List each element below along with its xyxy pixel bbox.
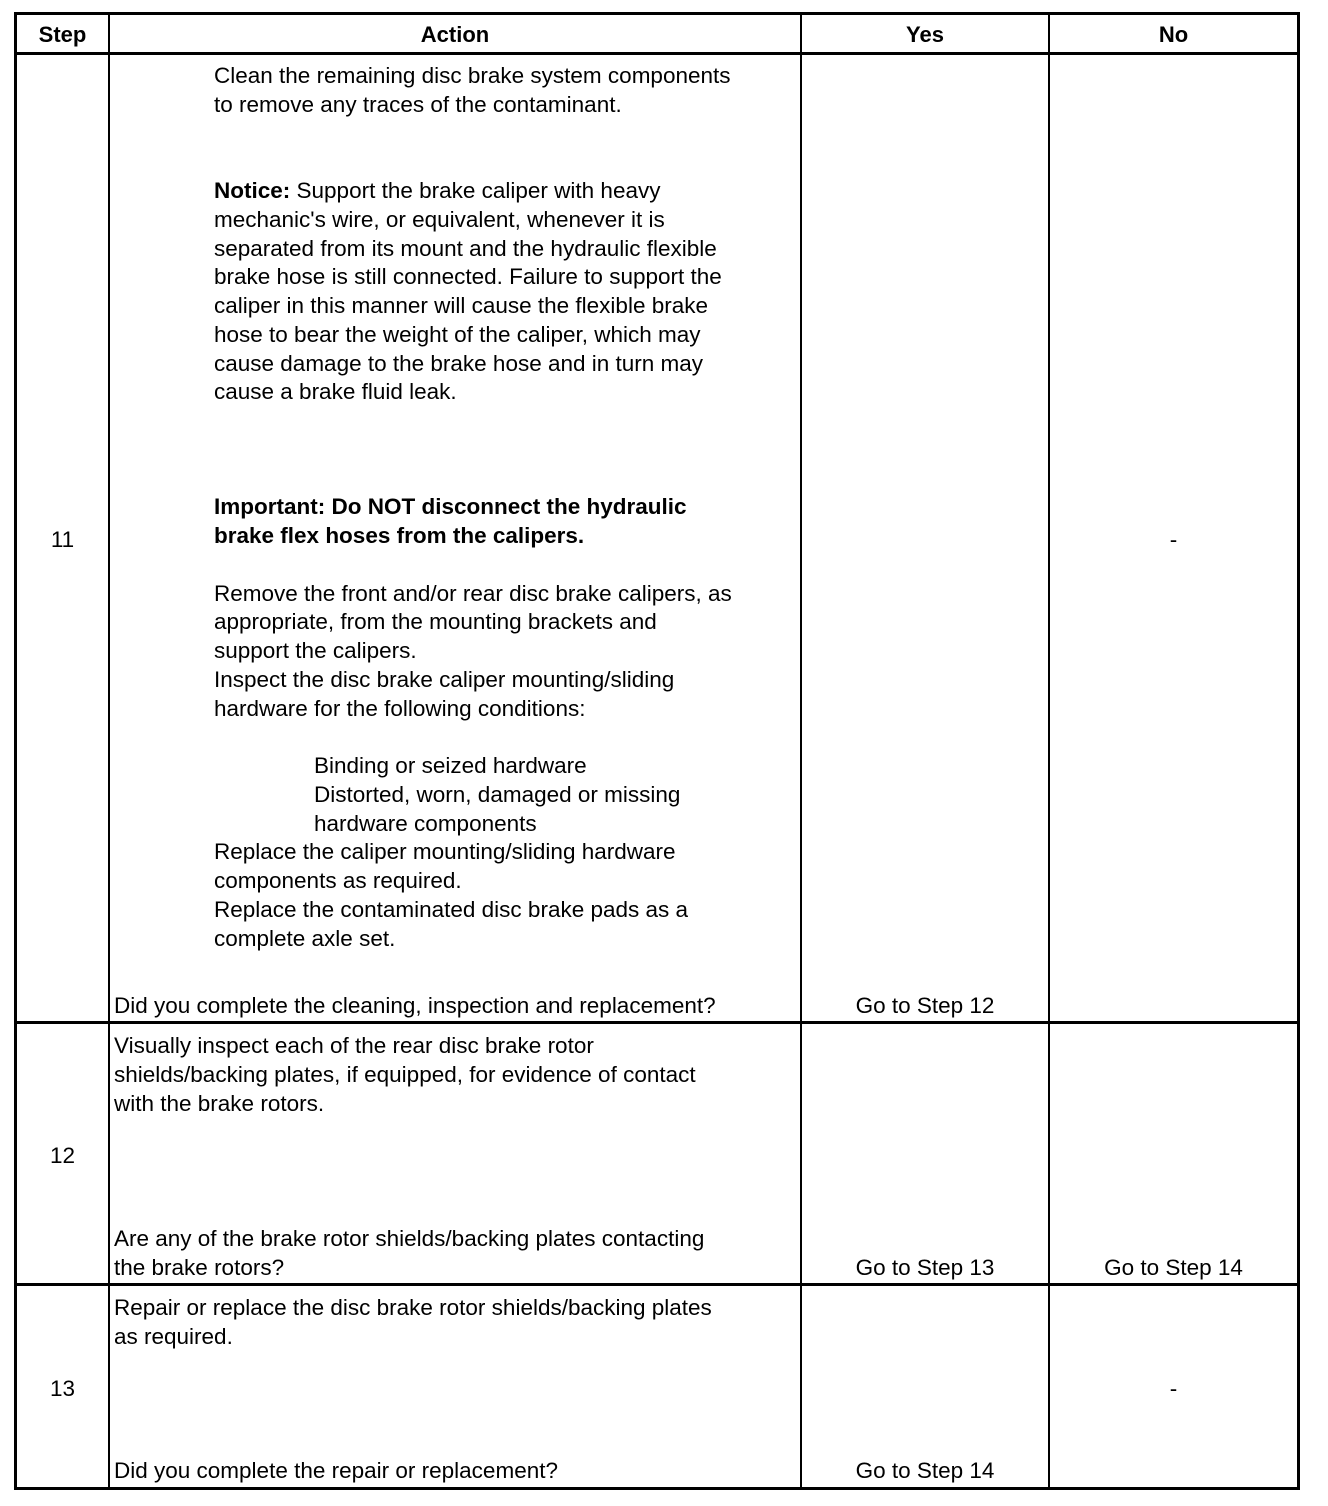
step-number: 11 <box>50 527 75 552</box>
action-text: Visually inspect each of the rear disc brake rotor <box>114 1033 594 1058</box>
action-text: to remove any traces of the contaminant. <box>214 92 622 117</box>
notice-text: cause damage to the brake hose and in turn may <box>214 351 704 376</box>
notice-label: Notice: <box>214 178 291 203</box>
action-text: hardware for the following conditions: <box>214 696 586 721</box>
action-text: Replace the caliper mounting/sliding hardware <box>214 839 676 864</box>
notice-text: cause a brake fluid leak. <box>214 379 457 404</box>
no-result: - <box>1169 527 1178 552</box>
row-divider <box>17 1021 1297 1024</box>
action-text: with the brake rotors. <box>114 1091 325 1116</box>
notice-text: Notice: Support the brake caliper with heavy <box>214 178 661 203</box>
condition-item: hardware components <box>314 811 537 836</box>
action-text: support the calipers. <box>214 638 417 663</box>
question-text: the brake rotors? <box>114 1255 285 1280</box>
action-text: Replace the contaminated disc brake pads as a <box>214 897 689 922</box>
notice-text: mechanic's wire, or equivalent, whenever it is <box>214 207 665 232</box>
header-step: Step <box>38 22 87 47</box>
action-text: Inspect the disc brake caliper mounting/sliding <box>214 667 675 692</box>
important-text: brake flex hoses from the calipers. <box>214 523 585 548</box>
no-result: - <box>1169 1376 1178 1401</box>
notice-text: separated from its mount and the hydraulic flexible <box>214 236 717 261</box>
step-number: 12 <box>49 1143 76 1168</box>
diagnostic-table <box>14 12 1300 1490</box>
action-text: as required. <box>114 1324 233 1349</box>
header-no: No <box>1158 22 1189 47</box>
question-text: Did you complete the cleaning, inspection and replacement? <box>114 993 716 1018</box>
yes-result: Go to Step 12 <box>855 993 995 1018</box>
notice-text: brake hose is still connected. Failure to support the <box>214 264 722 289</box>
condition-item: Binding or seized hardware <box>314 753 587 778</box>
step-number: 13 <box>49 1376 76 1401</box>
column-divider <box>108 15 110 1487</box>
header-yes: Yes <box>906 22 944 47</box>
action-text: Remove the front and/or rear disc brake calipers, as <box>214 581 732 606</box>
action-text: Clean the remaining disc brake system components <box>214 63 731 88</box>
no-result: Go to Step 14 <box>1104 1255 1243 1280</box>
condition-item: Distorted, worn, damaged or missing <box>314 782 681 807</box>
action-text: appropriate, from the mounting brackets and <box>214 609 657 634</box>
yes-result: Go to Step 13 <box>855 1255 995 1280</box>
action-text: shields/backing plates, if equipped, for evidence of contact <box>114 1062 696 1087</box>
question-text: Are any of the brake rotor shields/backing plates contacting <box>114 1226 705 1251</box>
action-text: components as required. <box>214 868 462 893</box>
action-text: Repair or replace the disc brake rotor shields/backing plates <box>114 1295 712 1320</box>
important-text: Important: Do NOT disconnect the hydraulic <box>214 494 687 519</box>
action-text: complete axle set. <box>214 926 396 951</box>
notice-text: hose to bear the weight of the caliper, which may <box>214 322 701 347</box>
header-action: Action <box>420 22 490 47</box>
yes-result: Go to Step 14 <box>855 1458 995 1483</box>
question-text: Did you complete the repair or replacement? <box>114 1458 558 1483</box>
notice-text: caliper in this manner will cause the flexible brake <box>214 293 708 318</box>
row-divider <box>17 1283 1297 1286</box>
